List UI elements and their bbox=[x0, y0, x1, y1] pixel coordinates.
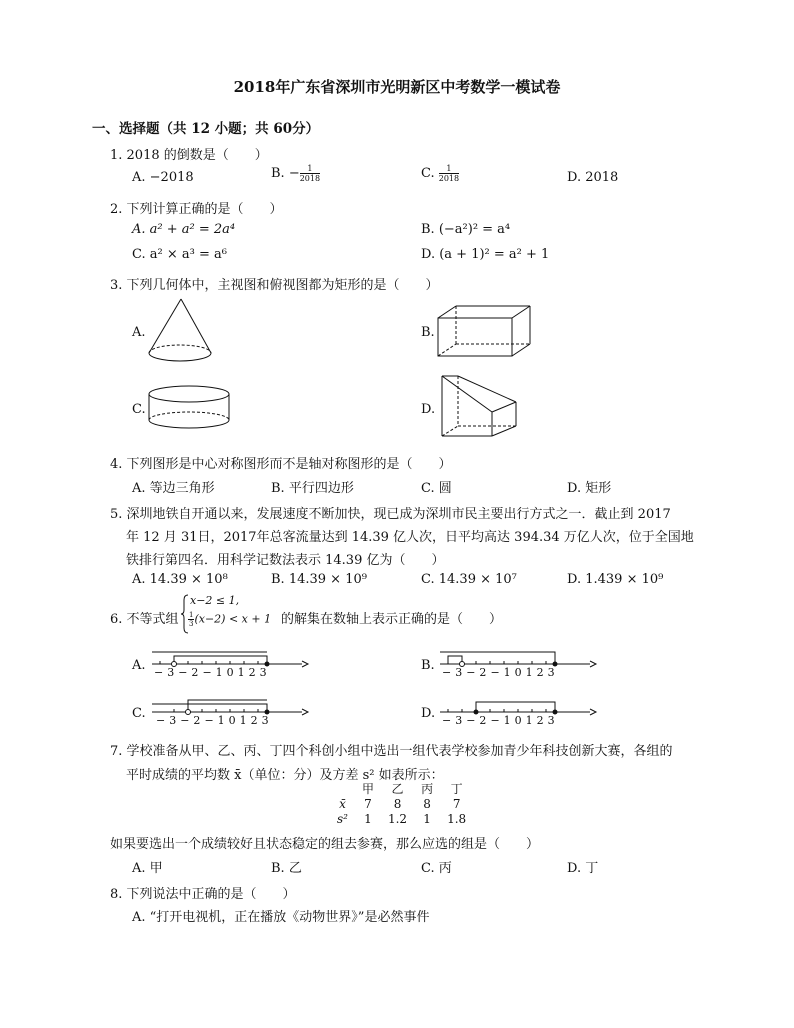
table-cell: 丁 bbox=[450, 782, 463, 796]
question-1-option-a: A. −2018 bbox=[132, 170, 194, 185]
question-7-line-3: 如果要选出一个成绩较好且状态稳定的组去参赛，那么应选的组是（ ） bbox=[110, 837, 540, 852]
question-2-option-c: C. a² × a³ = a⁶ bbox=[132, 247, 227, 262]
question-5-option-d: D. 1.439 × 10⁹ bbox=[567, 572, 664, 587]
question-7-option-c: C. 丙 bbox=[421, 861, 452, 876]
page-title: 2018年广东省深圳市光明新区中考数学一模试卷 bbox=[233, 78, 561, 96]
question-4-option-b: B. 平行四边形 bbox=[271, 481, 354, 496]
table-cell: 8 bbox=[423, 797, 431, 811]
question-3-option-c: C. bbox=[132, 402, 146, 417]
question-5-option-c: C. 14.39 × 10⁷ bbox=[421, 572, 517, 587]
question-8-stem: 8. 下列说法中正确的是（ ） bbox=[110, 887, 296, 902]
question-3-option-a: A. bbox=[132, 325, 146, 340]
number-line-b-labels: −3−2−10123 bbox=[442, 666, 559, 679]
cone-figure bbox=[145, 297, 215, 367]
question-6-prefix: 6. 不等式组 bbox=[110, 612, 179, 627]
prism-figure bbox=[438, 372, 520, 442]
question-5-option-b: B. 14.39 × 10⁹ bbox=[271, 572, 367, 587]
table-cell: 1 bbox=[423, 812, 431, 826]
question-6-suffix: 的解集在数轴上表示正确的是（ ） bbox=[281, 612, 503, 627]
question-6-inequality-1: x−2 ≤ 1, bbox=[190, 594, 240, 607]
table-cell: 7 bbox=[364, 797, 372, 811]
number-line-a-labels: −3−2−10123 bbox=[154, 666, 271, 679]
question-6-option-d: D. bbox=[421, 706, 436, 721]
question-2-option-a: A. a² + a² = 2a⁴ bbox=[132, 222, 236, 237]
question-5-option-a: A. 14.39 × 10⁸ bbox=[132, 572, 228, 587]
table-header-row bbox=[330, 782, 473, 797]
question-4-option-a: A. 等边三角形 bbox=[132, 481, 215, 496]
question-1-option-d: D. 2018 bbox=[567, 170, 619, 185]
table-cell: x̄ bbox=[339, 797, 346, 811]
question-3-option-b: B. bbox=[421, 325, 435, 340]
table-row bbox=[330, 797, 473, 812]
question-7-line-1: 7. 学校准备从甲、乙、丙、丁四个科创小组中选出一组代表学校参加青少年科技创新大赛，各组的 bbox=[110, 744, 673, 759]
question-5-line-3: 铁排行第四名．用科学记数法表示 14.39 亿为（ ） bbox=[126, 553, 445, 568]
cuboid-figure bbox=[436, 304, 536, 359]
table-cell: 7 bbox=[452, 797, 461, 811]
question-6-option-c: C. bbox=[132, 706, 146, 721]
question-6-option-a: A. bbox=[132, 658, 146, 673]
question-2-option-b: B. (−a²)² = a⁴ bbox=[421, 222, 511, 237]
question-3-stem: 3. 下列几何体中，主视图和俯视图都为矩形的是（ ） bbox=[110, 278, 439, 293]
question-5-line-1: 5. 深圳地铁自开通以来，发展速度不断加快，现已成为深圳市民主要出行方式之一．截止到 2017 bbox=[110, 507, 671, 522]
question-7-line-2: 平时成绩的平均数 x̄（单位：分）及方差 s² 如表所示： bbox=[126, 768, 444, 783]
question-7-option-a: A. 甲 bbox=[132, 861, 163, 876]
section-heading: 一、选择题（共 12 小题；共 60分） bbox=[92, 121, 320, 137]
question-6-inequality-2: $\frac{1}{3}$ (x−2) < x + 1 bbox=[189, 611, 272, 628]
question-7-option-b: B. 乙 bbox=[271, 861, 302, 876]
question-4-option-d: D. 矩形 bbox=[567, 481, 612, 496]
question-3-option-d: D. bbox=[421, 402, 436, 417]
table-cell: 1.8 bbox=[447, 812, 467, 826]
cylinder-figure bbox=[146, 384, 232, 434]
question-2-stem: 2. 下列计算正确的是（ ） bbox=[110, 202, 283, 217]
question-6-option-b: B. bbox=[421, 658, 435, 673]
table-cell bbox=[330, 782, 355, 797]
question-5-line-2: 年 12 月 31日，2017年总客流量达到 14.39 亿人次，日平均高达 394.34 万亿人次，位于全国地 bbox=[126, 530, 694, 545]
table-row bbox=[330, 812, 473, 827]
question-2-option-d: D. (a + 1)² = a² + 1 bbox=[421, 247, 550, 262]
number-line-d-labels: −3−2−10123 bbox=[442, 714, 559, 727]
table-cell: 乙 bbox=[391, 782, 404, 796]
table-cell: 1.2 bbox=[387, 812, 408, 826]
variance-table bbox=[330, 782, 473, 827]
table-cell: 1 bbox=[364, 812, 372, 826]
table-cell: 甲 bbox=[361, 782, 374, 796]
question-8-option-a: A. “打开电视机，正在播放《动物世界》”是必然事件 bbox=[132, 910, 430, 925]
question-1-option-c: C. $\frac{1}{2018}$ bbox=[421, 164, 460, 183]
question-4-option-c: C. 圆 bbox=[421, 481, 452, 496]
number-line-c-labels: −3−2−10123 bbox=[156, 714, 273, 727]
question-7-option-d: D. 丁 bbox=[567, 861, 599, 876]
table-cell: s² bbox=[337, 812, 348, 826]
table-cell: 8 bbox=[393, 797, 402, 811]
question-4-stem: 4. 下列图形是中心对称图形而不是轴对称图形的是（ ） bbox=[110, 457, 452, 472]
question-1-option-b: B. − $\frac{1}{2018}$ bbox=[271, 164, 321, 183]
table-cell: 丙 bbox=[421, 782, 434, 796]
question-1-stem: 1. 2018 的倒数是（ ） bbox=[110, 148, 268, 163]
